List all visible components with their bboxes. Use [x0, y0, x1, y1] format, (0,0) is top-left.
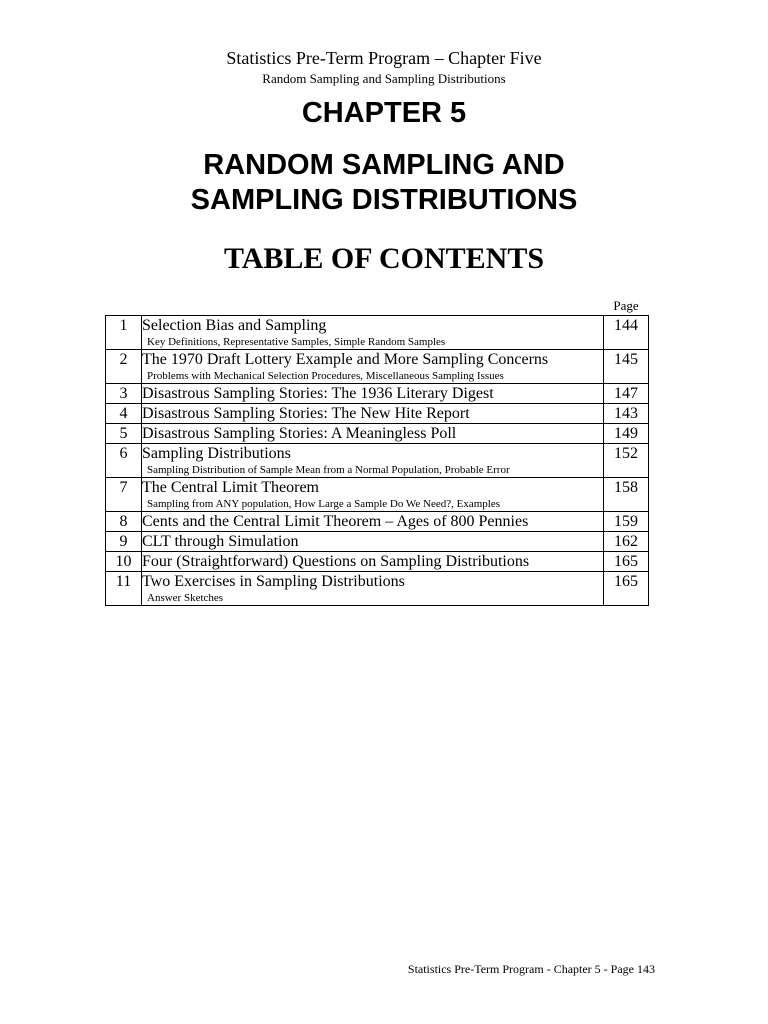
toc-row-entry	[142, 350, 604, 384]
toc-row-number: 8	[106, 512, 142, 532]
toc-row-entry	[142, 424, 604, 444]
toc-row	[106, 384, 649, 404]
toc-row	[106, 424, 649, 444]
toc-row-number: 7	[106, 478, 142, 512]
toc-row-entry	[142, 316, 604, 350]
toc-row-number: 9	[106, 532, 142, 552]
toc-heading: TABLE OF CONTENTS	[223, 242, 545, 275]
toc-row-page: 158	[604, 478, 649, 512]
toc-row-title: Sampling Distributions	[142, 445, 291, 462]
running-subtitle: Random Sampling and Sampling Distributions	[262, 71, 506, 86]
toc-row-page: 149	[604, 424, 649, 444]
page-column-label: Page	[613, 298, 639, 313]
toc-row-title: The 1970 Draft Lottery Example and More Sampling Concerns	[142, 351, 549, 368]
toc-row-title: Four (Straightforward) Questions on Sampling Distributions	[142, 553, 530, 570]
toc-row-number: 5	[106, 424, 142, 444]
toc-row-entry	[142, 572, 604, 606]
toc-row-entry	[142, 384, 604, 404]
toc-row-title: Disastrous Sampling Stories: The New Hite Report	[142, 405, 470, 422]
toc-row-number: 4	[106, 404, 142, 424]
toc-body	[106, 316, 649, 606]
toc-row-page: 162	[604, 532, 649, 552]
toc-row-subtitle: Sampling Distribution of Sample Mean from a Normal Population, Probable Error	[147, 464, 510, 476]
page-footer: Statistics Pre-Term Program - Chapter 5 - Page 143	[407, 962, 655, 976]
toc-row-title: Cents and the Central Limit Theorem – Ages of 800 Pennies	[142, 513, 529, 530]
toc-row	[106, 444, 649, 478]
toc-row-entry	[142, 444, 604, 478]
toc-row-page: 144	[604, 316, 649, 350]
toc-row-page: 165	[604, 552, 649, 572]
chapter-heading: CHAPTER 5	[301, 97, 467, 129]
toc-row-number: 11	[106, 572, 142, 606]
toc-row-page: 147	[604, 384, 649, 404]
toc-row-number: 10	[106, 552, 142, 572]
toc-row-title: Disastrous Sampling Stories: The 1936 Literary Digest	[142, 385, 494, 402]
toc-row-subtitle: Sampling from ANY population, How Large a Sample Do We Need?, Examples	[147, 498, 500, 510]
toc-row-title: Selection Bias and Sampling	[142, 317, 327, 334]
toc-row-page: 145	[604, 350, 649, 384]
toc-row-subtitle: Answer Sketches	[147, 592, 224, 604]
toc-row	[106, 404, 649, 424]
toc-row-entry	[142, 512, 604, 532]
toc-row-page: 143	[604, 404, 649, 424]
toc-row-entry	[142, 532, 604, 552]
toc-row-number: 1	[106, 316, 142, 350]
toc-row-page: 159	[604, 512, 649, 532]
toc-row-title: CLT through Simulation	[142, 533, 299, 550]
chapter-title-line-1: RANDOM SAMPLING AND	[203, 149, 565, 181]
toc-row-entry	[142, 478, 604, 512]
toc-row-subtitle: Problems with Mechanical Selection Procedures, Miscellaneous Sampling Issues	[147, 370, 504, 382]
toc-row-title: Disastrous Sampling Stories: A Meaningless Poll	[142, 425, 457, 442]
toc-row	[106, 350, 649, 384]
running-title: Statistics Pre-Term Program – Chapter Five	[226, 48, 542, 68]
toc-row-subtitle: Key Definitions, Representative Samples, Simple Random Samples	[147, 336, 446, 348]
toc-row	[106, 532, 649, 552]
toc-row	[106, 478, 649, 512]
toc-row-page: 165	[604, 572, 649, 606]
toc-row	[106, 552, 649, 572]
toc-row-entry	[142, 404, 604, 424]
toc-row-number: 3	[106, 384, 142, 404]
toc-row-number: 6	[106, 444, 142, 478]
table-of-contents	[105, 315, 649, 606]
toc-row-page: 152	[604, 444, 649, 478]
toc-row	[106, 572, 649, 606]
toc-row-number: 2	[106, 350, 142, 384]
toc-row	[106, 512, 649, 532]
chapter-title-line-2: SAMPLING DISTRIBUTIONS	[190, 184, 578, 216]
toc-row	[106, 316, 649, 350]
toc-row-entry	[142, 552, 604, 572]
chapter-title	[0, 148, 768, 218]
toc-row-title: Two Exercises in Sampling Distributions	[142, 573, 405, 590]
toc-row-title: The Central Limit Theorem	[142, 479, 319, 496]
